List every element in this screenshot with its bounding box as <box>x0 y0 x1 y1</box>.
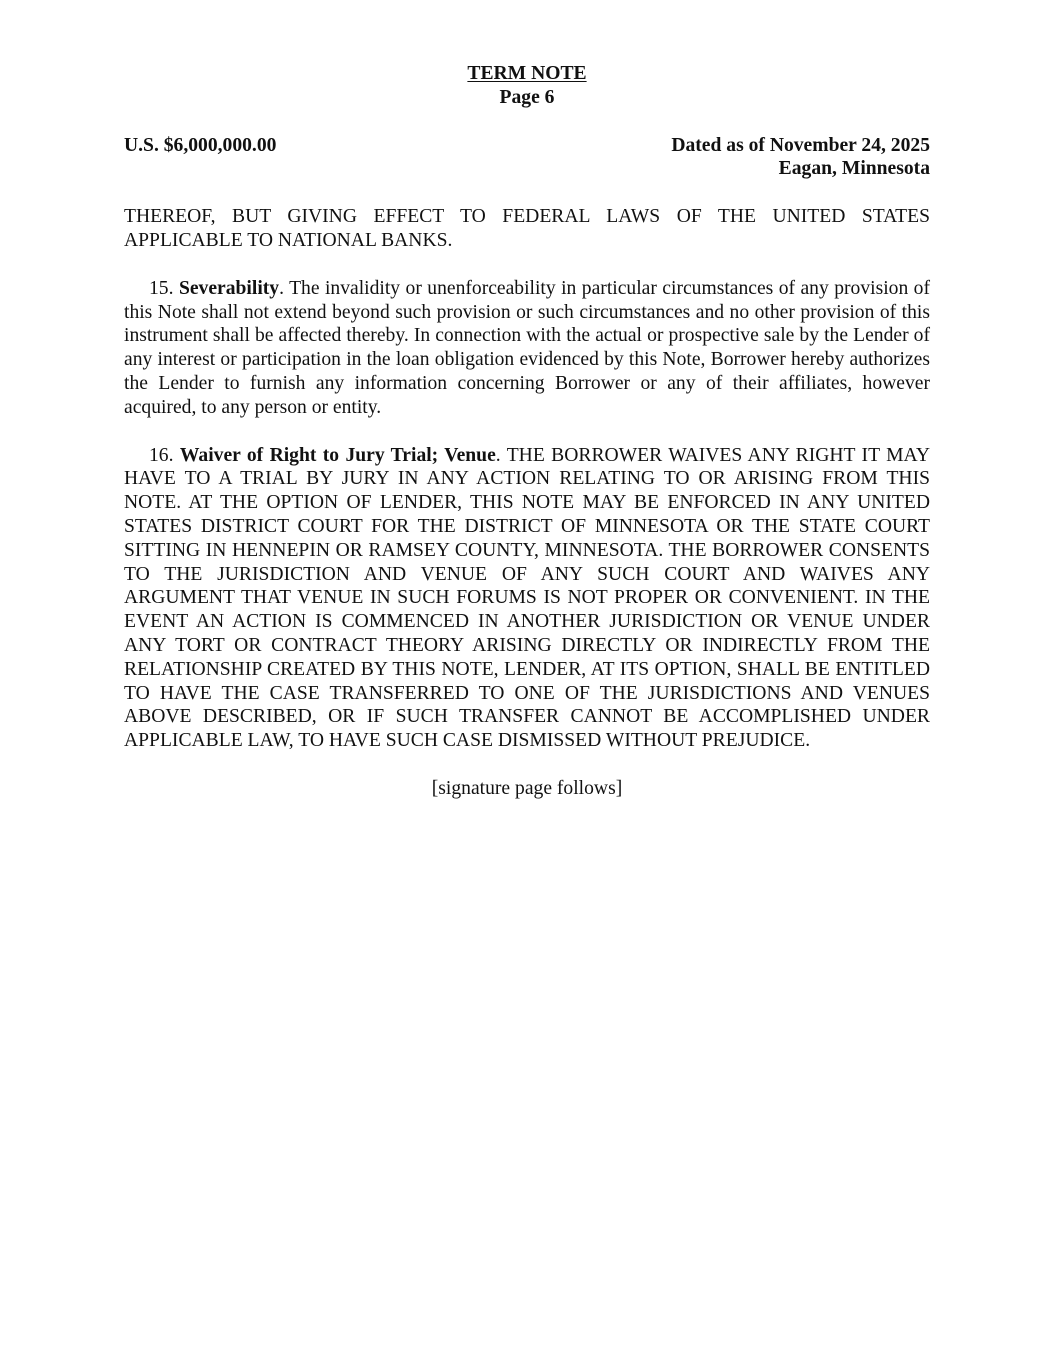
document-title-text: TERM NOTE <box>467 63 587 84</box>
note-meta <box>124 134 930 182</box>
section-body: . THE BORROWER WAIVES ANY RIGHT IT MAY HAVE TO A TRIAL BY JURY IN ANY ACTION RELATING TO OR ARISING FROM THIS NOTE. AT THE OPTION OF LENDER, THIS NOTE MAY BE ENFORCED IN ANY UNITED STATES DISTRICT COURT FOR THE DISTRICT OF MINNESOTA OR THE STATE COURT SITTING IN HENNEPIN OR RAMSEY COUNTY, MINNESOTA. THE BORROWER CONSENTS TO THE JURISDICTION AND VENUE OF ANY SUCH COURT AND WAIVES ANY ARGUMENT THAT VENUE IN SUCH FORUMS IS NOT PROPER OR CONVENIENT. IN THE EVENT AN ACTION IS COMMENCED IN ANOTHER JURISDICTION OR VENUE UNDER ANY TORT OR CONTRACT THEORY ARISING DIRECTLY OR INDIRECTLY FROM THE RELATIONSHIP CREATED BY THIS NOTE, LENDER, AT ITS OPTION, SHALL BE ENTITLED TO HAVE THE CASE TRANSFERRED TO ONE OF THE JURISDICTIONS AND VENUES ABOVE DESCRIBED, OR IF SUCH TRANSFER CANNOT BE ACCOMPLISHED UNDER APPLICABLE LAW, TO HAVE SUCH CASE DISMISSED WITHOUT PREJUDICE. <box>124 444 930 752</box>
section-heading: Severability <box>178 277 280 299</box>
section-severability <box>124 277 930 420</box>
section-number: 16. <box>149 444 174 466</box>
note-amount: U.S. $6,000,000.00 <box>124 134 277 156</box>
section-jury-waiver <box>124 444 930 753</box>
section-heading: Waiver of Right to Jury Trial; Venue <box>179 444 496 466</box>
section-body: . The invalidity or unenforceability in particular circumstances of any provision of this Note shall not extend beyond such provision or such circumstances and no other provision of this instrument shall be affected thereby. In connection with the actual or prospective sale by the Lender of any interest or participation in the loan obligation evidenced by this Note, Borrower hereby authorizes the Lender to furnish any information concerning Borrower or any of their affiliates, however acquired, to any person or entity. <box>124 277 931 418</box>
continued-paragraph: THEREOF, BUT GIVING EFFECT TO FEDERAL LAWS OF THE UNITED STATES APPLICABLE TO NATIONAL BANKS. <box>124 206 930 251</box>
document-title <box>124 62 930 86</box>
page-number: Page 6 <box>499 86 555 108</box>
note-date: Dated as of November 24, 2025 <box>671 134 930 156</box>
note-date-location <box>671 134 930 182</box>
section-number: 15. <box>149 277 174 299</box>
document-page <box>124 62 930 801</box>
note-location: Eagan, Minnesota <box>778 158 930 180</box>
signature-page-note: [signature page follows] <box>431 777 623 799</box>
